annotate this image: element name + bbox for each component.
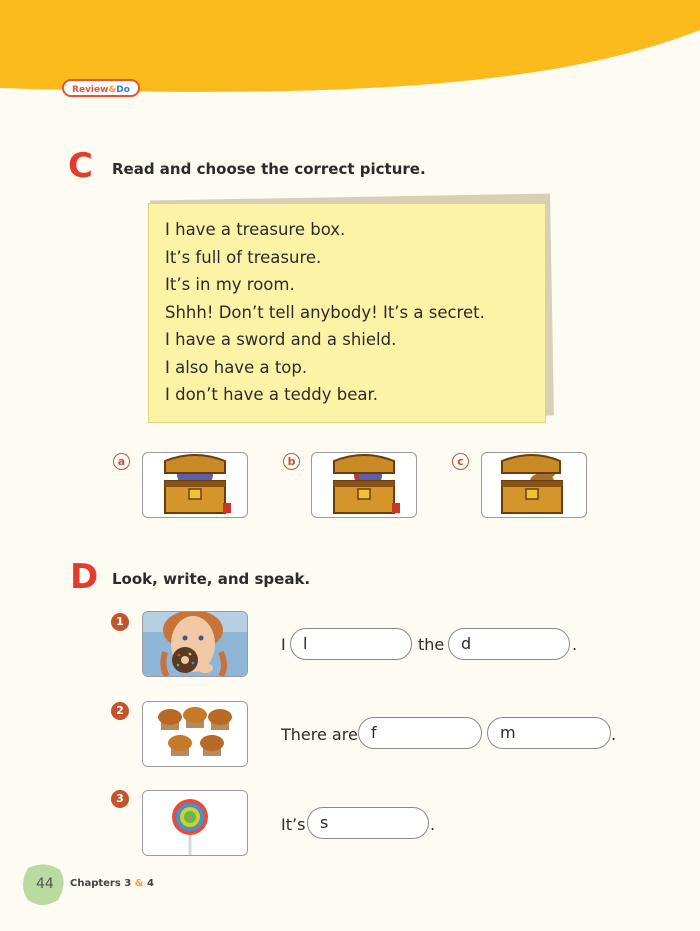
treasure-chest-teddy-icon [482, 453, 586, 517]
item-3-blank-1[interactable]: s [307, 807, 429, 839]
page-number: 44 [36, 876, 54, 892]
item-2-number: 2 [111, 702, 129, 720]
item-2-text-end: . [611, 725, 617, 744]
treasure-chest-helmet-icon [143, 453, 247, 517]
option-c-picture[interactable] [481, 452, 587, 518]
item-1-blank-2[interactable]: d [448, 628, 570, 660]
section-c-instruction: Read and choose the correct picture. [112, 160, 426, 178]
note-line: I don’t have a teddy bear. [165, 385, 379, 404]
note-line: Shhh! Don’t tell anybody! It’s a secret. [165, 302, 485, 322]
note-line: I have a sword and a shield. [165, 330, 397, 349]
item-1-text-pre: I [281, 635, 286, 654]
item-3-text-pre: It’s [281, 815, 306, 834]
section-d-letter: D [70, 557, 99, 597]
note-line: I also have a top. [165, 357, 308, 377]
treasure-chest-sword-icon [312, 453, 416, 517]
girl-donut-photo [143, 612, 247, 676]
item-3-text-end: . [430, 815, 436, 834]
note-line: It’s in my room. [165, 275, 295, 294]
item-1-blank-1[interactable]: l [290, 628, 412, 660]
item-2-picture [142, 701, 248, 767]
item-2-text-pre: There are [281, 725, 358, 744]
reading-note [148, 203, 546, 423]
item-2-blank-1[interactable]: f [358, 717, 482, 749]
lollipop-photo [143, 791, 247, 855]
chapters-label: Chapters 3 & 4 [70, 878, 154, 889]
item-2-blank-2[interactable]: m [487, 717, 611, 749]
option-a-label[interactable]: a [113, 453, 130, 470]
option-c-label[interactable]: c [452, 453, 469, 470]
header-banner [0, 0, 700, 120]
item-1-text-end: . [572, 635, 578, 654]
note-line: I have a treasure box. [165, 220, 346, 239]
item-1-picture [142, 611, 248, 677]
muffins-photo [143, 702, 247, 766]
option-b-label[interactable]: b [283, 453, 300, 470]
option-b-picture[interactable] [311, 452, 417, 518]
review-do-badge: Review&Do [62, 79, 140, 97]
item-1-text-mid: the [418, 635, 445, 654]
item-3-number: 3 [111, 790, 129, 808]
option-a-picture[interactable] [142, 452, 248, 518]
item-3-picture [142, 790, 248, 856]
section-c-letter: C [68, 146, 93, 186]
section-d-instruction: Look, write, and speak. [112, 570, 311, 588]
note-line: It’s full of treasure. [165, 247, 322, 267]
item-1-number: 1 [111, 613, 129, 631]
